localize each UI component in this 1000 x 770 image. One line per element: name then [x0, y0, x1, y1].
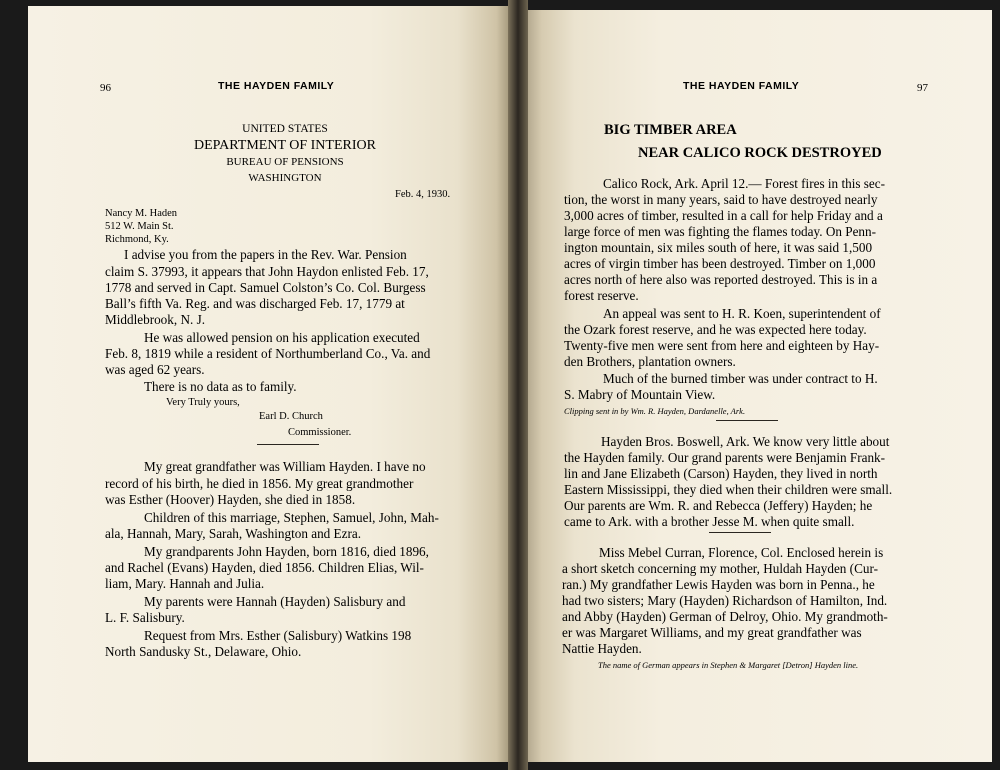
- paragraph-2-line: lin and Jane Elizabeth (Carson) Hayden, they lived in north: [564, 466, 878, 481]
- body-line: Children of this marriage, Stephen, Samuel, John, Mah-: [144, 510, 439, 525]
- body-line: was Esther (Hoover) Hayden, she died in 1858.: [105, 492, 356, 507]
- headline-line-2: NEAR CALICO ROCK DESTROYED: [638, 145, 882, 161]
- letter-signer: Earl D. Church: [259, 411, 323, 422]
- running-head-right: THE HAYDEN FAMILY: [683, 80, 800, 92]
- article-line: ington mountain, six miles south of here, it was said 1,500: [564, 240, 873, 255]
- body-line: L. F. Salisbury.: [105, 610, 185, 625]
- paragraph-2-line: the Hayden family. Our grand parents were Benjamin Frank-: [564, 450, 886, 465]
- letter-date: Feb. 4, 1930.: [395, 189, 451, 200]
- paragraph-3-line: and Abby (Hayden) German of Delroy, Ohio. My grandmoth-: [562, 609, 888, 624]
- paragraph-2-line: Hayden Bros. Boswell, Ark. We know very little about: [601, 434, 890, 449]
- article-line: forest reserve.: [564, 288, 639, 303]
- body-line: My parents were Hannah (Hayden) Salisbury and: [144, 594, 406, 609]
- section-divider: [257, 444, 319, 445]
- clipping-note: Clipping sent in by Wm. R. Hayden, Dardanelle, Ark.: [564, 406, 746, 416]
- book-gutter: [508, 0, 528, 770]
- article-line: acres of virgin timber has been destroyed. Timber on 1,000: [564, 256, 876, 271]
- paragraph-3-line: a short sketch concerning my mother, Huldah Hayden (Cur-: [562, 561, 878, 576]
- page-number-right: 97: [917, 82, 928, 94]
- article-line: An appeal was sent to H. R. Koen, superintendent of: [603, 306, 881, 321]
- letter-line: 1778 and served in Capt. Samuel Colston’s Co. Col. Burgess: [105, 280, 426, 295]
- letter-signer-title: Commissioner.: [288, 427, 352, 438]
- article-line: acres north of here also was reported destroyed. This is in a: [564, 272, 878, 287]
- section-divider: [709, 532, 771, 533]
- letter-line: claim S. 37993, it appears that John Haydon enlisted Feb. 17,: [105, 264, 429, 279]
- address-line-2: 512 W. Main St.: [105, 221, 174, 232]
- article-line: Twenty-five men were sent from here and eighteen by Hay-: [564, 338, 880, 353]
- letter-line: He was allowed pension on his application executed: [144, 330, 420, 345]
- letter-line: There is no data as to family.: [144, 379, 297, 394]
- body-line: liam, Mary. Hannah and Julia.: [105, 576, 265, 591]
- letter-line: Ball’s fifth Va. Reg. and was discharged Feb. 17, 1779 at: [105, 296, 405, 311]
- paragraph-3-line: Nattie Hayden.: [562, 641, 642, 656]
- paragraph-2-line: Our parents are Wm. R. and Rebecca (Jeffery) Hayden; he: [564, 498, 873, 513]
- letterhead-line-4: WASHINGTON: [248, 172, 322, 184]
- letter-closing: Very Truly yours,: [166, 397, 240, 408]
- body-line: and Rachel (Evans) Hayden, died 1856. Children Elias, Wil-: [105, 560, 424, 575]
- paragraph-3-line: er was Margaret Williams, and my great grandfather was: [562, 625, 862, 640]
- article-line: S. Mabry of Mountain View.: [564, 387, 716, 402]
- letterhead-line-2: DEPARTMENT OF INTERIOR: [194, 138, 376, 153]
- body-line: Request from Mrs. Esther (Salisbury) Watkins 198: [144, 628, 412, 643]
- running-head-left: THE HAYDEN FAMILY: [218, 80, 335, 92]
- body-line: My great grandfather was William Hayden. I have no: [144, 459, 426, 474]
- address-line-3: Richmond, Ky.: [105, 234, 169, 245]
- article-line: Calico Rock, Ark. April 12.— Forest fires in this sec-: [603, 176, 886, 191]
- body-line: North Sandusky St., Delaware, Ohio.: [105, 644, 302, 659]
- page-number-left: 96: [100, 82, 111, 94]
- article-line: tion, the worst in many years, said to have destroyed nearly: [564, 192, 878, 207]
- paragraph-2-line: came to Ark. with a brother Jesse M. when quite small.: [564, 514, 855, 529]
- letter-line: Middlebrook, N. J.: [105, 312, 206, 327]
- article-line: 3,000 acres of timber, resulted in a call for help Friday and a: [564, 208, 883, 223]
- article-line: the Ozark forest reserve, and he was expected here today.: [564, 322, 867, 337]
- letter-line: I advise you from the papers in the Rev. War. Pension: [124, 247, 407, 262]
- headline-line-1: BIG TIMBER AREA: [604, 122, 737, 138]
- body-line: ala, Hannah, Mary, Sarah, Washington and Ezra.: [105, 526, 362, 541]
- address-line-1: Nancy M. Haden: [105, 208, 178, 219]
- letterhead-line-3: BUREAU OF PENSIONS: [226, 156, 344, 168]
- paragraph-3-line: Miss Mebel Curran, Florence, Col. Enclosed herein is: [599, 545, 884, 560]
- article-line: large force of men was fighting the flames today. On Penn-: [564, 224, 877, 239]
- letterhead-line-1: UNITED STATES: [242, 123, 328, 135]
- paragraph-3-line: ran.) My grandfather Lewis Hayden was born in Penna., he: [562, 577, 875, 592]
- article-line: Much of the burned timber was under contract to H.: [603, 371, 878, 386]
- paragraph-2-line: Eastern Mississippi, they died when their children were small.: [564, 482, 893, 497]
- article-line: den Brothers, plantation owners.: [564, 354, 736, 369]
- body-line: record of his birth, he died in 1856. My great grandmother: [105, 476, 414, 491]
- letter-line: was aged 62 years.: [105, 362, 205, 377]
- letter-line: Feb. 8, 1819 while a resident of Northumberland Co., Va. and: [105, 346, 431, 361]
- footnote: The name of German appears in Stephen & Margaret [Detron] Hayden line.: [598, 660, 859, 670]
- section-divider: [716, 420, 778, 421]
- body-line: My grandparents John Hayden, born 1816, died 1896,: [144, 544, 429, 559]
- paragraph-3-line: had two sisters; Mary (Hayden) Richardson of Hamilton, Ind.: [562, 593, 888, 608]
